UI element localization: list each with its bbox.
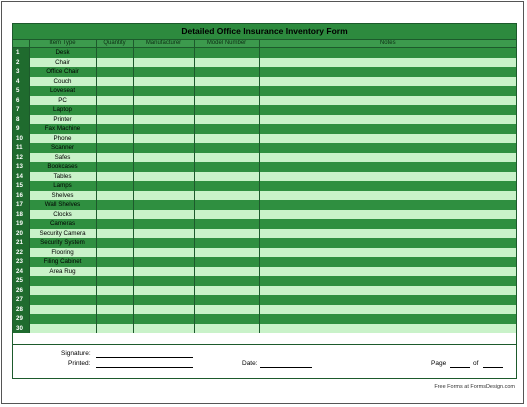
notes-cell[interactable]	[259, 238, 516, 248]
table-row	[13, 267, 516, 277]
manufacturer-cell[interactable]	[133, 181, 194, 191]
manufacturer-cell[interactable]	[133, 295, 194, 305]
notes-cell[interactable]	[259, 267, 516, 277]
item-type-cell[interactable]: Clocks	[29, 210, 96, 220]
item-type-cell[interactable]: Shelves	[29, 191, 96, 201]
signature-line[interactable]	[96, 357, 193, 358]
col-header-model-number: Model Number	[194, 40, 259, 48]
row-number: 8	[13, 115, 29, 125]
quantity-cell[interactable]	[96, 162, 133, 172]
item-type-cell[interactable]	[29, 295, 96, 305]
row-number: 1	[13, 48, 29, 58]
table-row	[13, 210, 516, 220]
model-number-cell[interactable]	[194, 267, 259, 277]
notes-cell[interactable]	[259, 124, 516, 134]
model-number-cell[interactable]	[194, 248, 259, 258]
notes-cell[interactable]	[259, 200, 516, 210]
model-number-cell[interactable]	[194, 200, 259, 210]
col-header-manufacturer: Manufacturer	[133, 40, 194, 48]
table-row	[13, 153, 516, 163]
notes-cell[interactable]	[259, 219, 516, 229]
notes-cell[interactable]	[259, 286, 516, 296]
model-number-cell[interactable]	[194, 48, 259, 58]
item-type-cell[interactable]	[29, 305, 96, 315]
notes-cell[interactable]	[259, 210, 516, 220]
table-row	[13, 286, 516, 296]
item-type-cell[interactable]: Fax Machine	[29, 124, 96, 134]
row-number: 4	[13, 77, 29, 87]
manufacturer-cell[interactable]	[133, 96, 194, 106]
quantity-cell[interactable]	[96, 181, 133, 191]
notes-cell[interactable]	[259, 77, 516, 87]
quantity-cell[interactable]	[96, 48, 133, 58]
row-number: 21	[13, 238, 29, 248]
manufacturer-cell[interactable]	[133, 105, 194, 115]
table-row	[13, 248, 516, 258]
model-number-cell[interactable]	[194, 286, 259, 296]
quantity-cell[interactable]	[96, 191, 133, 201]
notes-cell[interactable]	[259, 96, 516, 106]
of-label: of	[473, 360, 479, 367]
manufacturer-cell[interactable]	[133, 305, 194, 315]
notes-cell[interactable]	[259, 67, 516, 77]
quantity-cell[interactable]	[96, 219, 133, 229]
date-label: Date:	[242, 360, 258, 367]
model-number-cell[interactable]	[194, 105, 259, 115]
manufacturer-cell[interactable]	[133, 276, 194, 286]
row-number: 26	[13, 286, 29, 296]
table-bottom-rule	[13, 344, 516, 345]
manufacturer-cell[interactable]	[133, 153, 194, 163]
printed-name-line[interactable]	[96, 367, 193, 368]
model-number-cell[interactable]	[194, 67, 259, 77]
item-type-cell[interactable]: Filing Cabinet	[29, 257, 96, 267]
col-header-quantity: Quantity	[96, 40, 133, 48]
row-number: 9	[13, 124, 29, 134]
quantity-cell[interactable]	[96, 153, 133, 163]
item-type-cell[interactable]: Safes	[29, 153, 96, 163]
model-number-cell[interactable]	[194, 229, 259, 239]
item-type-cell[interactable]: Cameras	[29, 219, 96, 229]
manufacturer-cell[interactable]	[133, 229, 194, 239]
item-type-cell[interactable]: Security System	[29, 238, 96, 248]
item-type-cell[interactable]: Phone	[29, 134, 96, 144]
manufacturer-cell[interactable]	[133, 58, 194, 68]
col-header-number	[13, 40, 29, 48]
item-type-cell[interactable]	[29, 276, 96, 286]
row-number: 2	[13, 58, 29, 68]
model-number-cell[interactable]	[194, 162, 259, 172]
item-type-cell[interactable]: Office Chair	[29, 67, 96, 77]
notes-cell[interactable]	[259, 172, 516, 182]
table-row	[13, 172, 516, 182]
page-total-line[interactable]	[483, 367, 503, 368]
quantity-cell[interactable]	[96, 67, 133, 77]
model-number-cell[interactable]	[194, 96, 259, 106]
quantity-cell[interactable]	[96, 210, 133, 220]
manufacturer-cell[interactable]	[133, 172, 194, 182]
table-row	[13, 105, 516, 115]
notes-cell[interactable]	[259, 276, 516, 286]
item-type-cell[interactable]: Area Rug	[29, 267, 96, 277]
model-number-cell[interactable]	[194, 58, 259, 68]
item-type-cell[interactable]: Printer	[29, 115, 96, 125]
row-number: 12	[13, 153, 29, 163]
item-type-cell[interactable]: Couch	[29, 77, 96, 87]
item-type-cell[interactable]: Bookcases	[29, 162, 96, 172]
quantity-cell[interactable]	[96, 305, 133, 315]
row-number: 14	[13, 172, 29, 182]
quantity-cell[interactable]	[96, 86, 133, 96]
quantity-cell[interactable]	[96, 314, 133, 324]
quantity-cell[interactable]	[96, 238, 133, 248]
notes-cell[interactable]	[259, 105, 516, 115]
row-number: 22	[13, 248, 29, 258]
table-row	[13, 324, 516, 334]
notes-cell[interactable]	[259, 153, 516, 163]
page-number-line[interactable]	[450, 367, 470, 368]
footer-credit: Free Forms at FormsDesign.com	[434, 384, 515, 390]
notes-cell[interactable]	[259, 305, 516, 315]
notes-cell[interactable]	[259, 295, 516, 305]
table-header-row	[13, 40, 516, 48]
inventory-form	[12, 23, 517, 379]
quantity-cell[interactable]	[96, 77, 133, 87]
table-row	[13, 305, 516, 315]
table-row	[13, 124, 516, 134]
manufacturer-cell[interactable]	[133, 67, 194, 77]
quantity-cell[interactable]	[96, 172, 133, 182]
quantity-cell[interactable]	[96, 229, 133, 239]
manufacturer-cell[interactable]	[133, 257, 194, 267]
model-number-cell[interactable]	[194, 219, 259, 229]
model-number-cell[interactable]	[194, 143, 259, 153]
manufacturer-cell[interactable]	[133, 48, 194, 58]
col-header-notes: Notes	[259, 40, 516, 48]
notes-cell[interactable]	[259, 324, 516, 334]
quantity-cell[interactable]	[96, 124, 133, 134]
notes-cell[interactable]	[259, 229, 516, 239]
item-type-cell[interactable]: Chair	[29, 58, 96, 68]
notes-cell[interactable]	[259, 48, 516, 58]
row-number: 13	[13, 162, 29, 172]
notes-cell[interactable]	[259, 162, 516, 172]
row-number: 28	[13, 305, 29, 315]
model-number-cell[interactable]	[194, 181, 259, 191]
table-row	[13, 67, 516, 77]
manufacturer-cell[interactable]	[133, 124, 194, 134]
table-row	[13, 219, 516, 229]
manufacturer-cell[interactable]	[133, 162, 194, 172]
item-type-cell[interactable]: Wall Shelves	[29, 200, 96, 210]
quantity-cell[interactable]	[96, 58, 133, 68]
printed-label: Printed:	[68, 360, 91, 367]
item-type-cell[interactable]	[29, 324, 96, 334]
table-row	[13, 238, 516, 248]
model-number-cell[interactable]	[194, 210, 259, 220]
manufacturer-cell[interactable]	[133, 200, 194, 210]
model-number-cell[interactable]	[194, 124, 259, 134]
table-row	[13, 115, 516, 125]
quantity-cell[interactable]	[96, 200, 133, 210]
item-type-cell[interactable]: Laptop	[29, 105, 96, 115]
item-type-cell[interactable]: Scanner	[29, 143, 96, 153]
model-number-cell[interactable]	[194, 77, 259, 87]
item-type-cell[interactable]: Loveseat	[29, 86, 96, 96]
item-type-cell[interactable]	[29, 314, 96, 324]
item-type-cell[interactable]: Flooring	[29, 248, 96, 258]
manufacturer-cell[interactable]	[133, 210, 194, 220]
quantity-cell[interactable]	[96, 115, 133, 125]
table-row	[13, 96, 516, 106]
table-row	[13, 257, 516, 267]
model-number-cell[interactable]	[194, 295, 259, 305]
row-number: 15	[13, 181, 29, 191]
manufacturer-cell[interactable]	[133, 191, 194, 201]
model-number-cell[interactable]	[194, 257, 259, 267]
col-header-item-type: Item Type	[29, 40, 96, 48]
notes-cell[interactable]	[259, 191, 516, 201]
manufacturer-cell[interactable]	[133, 286, 194, 296]
row-number: 27	[13, 295, 29, 305]
table-row	[13, 314, 516, 324]
notes-cell[interactable]	[259, 58, 516, 68]
item-type-cell[interactable]: Desk	[29, 48, 96, 58]
notes-cell[interactable]	[259, 134, 516, 144]
manufacturer-cell[interactable]	[133, 86, 194, 96]
date-line[interactable]	[260, 367, 312, 368]
notes-cell[interactable]	[259, 115, 516, 125]
model-number-cell[interactable]	[194, 153, 259, 163]
row-number: 23	[13, 257, 29, 267]
table-row	[13, 295, 516, 305]
notes-cell[interactable]	[259, 143, 516, 153]
manufacturer-cell[interactable]	[133, 324, 194, 334]
quantity-cell[interactable]	[96, 324, 133, 334]
notes-cell[interactable]	[259, 86, 516, 96]
table-row	[13, 77, 516, 87]
row-number: 24	[13, 267, 29, 277]
quantity-cell[interactable]	[96, 143, 133, 153]
item-type-cell[interactable]: Security Camera	[29, 229, 96, 239]
model-number-cell[interactable]	[194, 115, 259, 125]
model-number-cell[interactable]	[194, 324, 259, 334]
manufacturer-cell[interactable]	[133, 115, 194, 125]
model-number-cell[interactable]	[194, 134, 259, 144]
table-row	[13, 229, 516, 239]
row-number: 5	[13, 86, 29, 96]
manufacturer-cell[interactable]	[133, 77, 194, 87]
manufacturer-cell[interactable]	[133, 134, 194, 144]
notes-cell[interactable]	[259, 181, 516, 191]
signature-label: Signature:	[61, 350, 91, 357]
model-number-cell[interactable]	[194, 314, 259, 324]
notes-cell[interactable]	[259, 314, 516, 324]
table-row	[13, 58, 516, 68]
table-row	[13, 276, 516, 286]
model-number-cell[interactable]	[194, 305, 259, 315]
notes-cell[interactable]	[259, 248, 516, 258]
table-row	[13, 191, 516, 201]
form-title: Detailed Office Insurance Inventory Form	[13, 24, 516, 40]
item-type-cell[interactable]: Lamps	[29, 181, 96, 191]
manufacturer-cell[interactable]	[133, 314, 194, 324]
table-row	[13, 134, 516, 144]
row-number: 30	[13, 324, 29, 334]
row-number: 11	[13, 143, 29, 153]
row-number: 16	[13, 191, 29, 201]
table-row	[13, 48, 516, 58]
quantity-cell[interactable]	[96, 276, 133, 286]
model-number-cell[interactable]	[194, 276, 259, 286]
model-number-cell[interactable]	[194, 191, 259, 201]
quantity-cell[interactable]	[96, 134, 133, 144]
model-number-cell[interactable]	[194, 86, 259, 96]
quantity-cell[interactable]	[96, 286, 133, 296]
item-type-cell[interactable]	[29, 286, 96, 296]
item-type-cell[interactable]: Tables	[29, 172, 96, 182]
item-type-cell[interactable]: PC	[29, 96, 96, 106]
manufacturer-cell[interactable]	[133, 143, 194, 153]
table-row	[13, 181, 516, 191]
quantity-cell[interactable]	[96, 105, 133, 115]
quantity-cell[interactable]	[96, 295, 133, 305]
manufacturer-cell[interactable]	[133, 219, 194, 229]
row-number: 18	[13, 210, 29, 220]
notes-cell[interactable]	[259, 257, 516, 267]
table-row	[13, 200, 516, 210]
row-number: 7	[13, 105, 29, 115]
quantity-cell[interactable]	[96, 267, 133, 277]
manufacturer-cell[interactable]	[133, 238, 194, 248]
table-row	[13, 162, 516, 172]
row-number: 25	[13, 276, 29, 286]
row-number: 17	[13, 200, 29, 210]
model-number-cell[interactable]	[194, 172, 259, 182]
manufacturer-cell[interactable]	[133, 248, 194, 258]
row-number: 10	[13, 134, 29, 144]
row-number: 6	[13, 96, 29, 106]
row-number: 19	[13, 219, 29, 229]
manufacturer-cell[interactable]	[133, 267, 194, 277]
table-row	[13, 86, 516, 96]
page-label: Page	[431, 360, 447, 367]
row-number: 29	[13, 314, 29, 324]
row-number: 3	[13, 67, 29, 77]
table-row	[13, 143, 516, 153]
inventory-table	[13, 40, 516, 333]
quantity-cell[interactable]	[96, 96, 133, 106]
quantity-cell[interactable]	[96, 257, 133, 267]
quantity-cell[interactable]	[96, 248, 133, 258]
model-number-cell[interactable]	[194, 238, 259, 248]
row-number: 20	[13, 229, 29, 239]
